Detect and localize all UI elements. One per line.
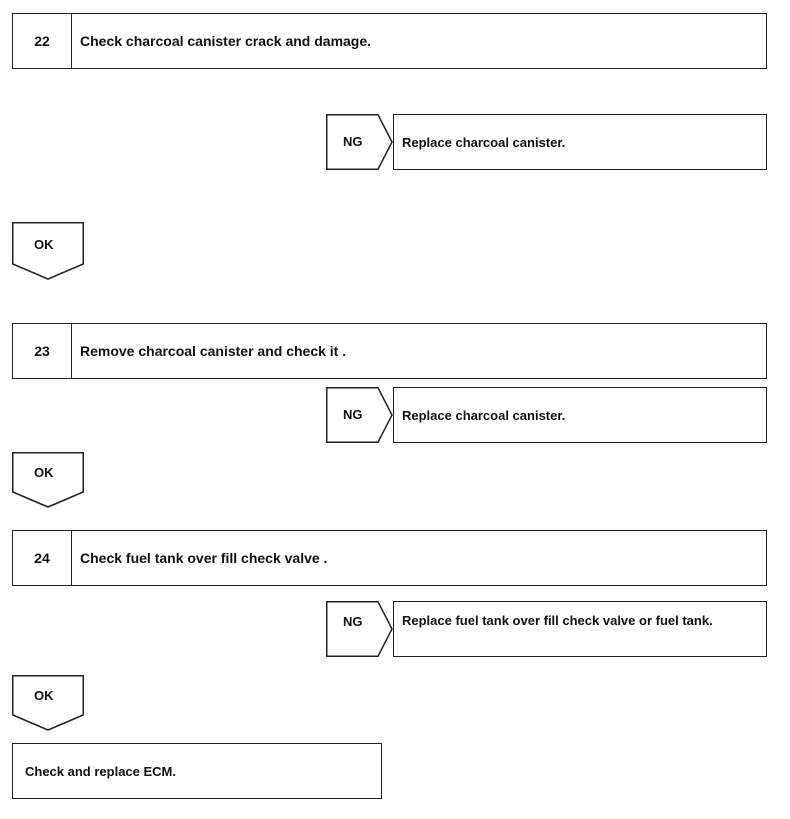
step-22-box bbox=[12, 13, 767, 69]
ng-arrow bbox=[326, 387, 394, 443]
ok-label: OK bbox=[34, 465, 54, 480]
step-24-box bbox=[12, 530, 767, 586]
ng-result-box: Replace charcoal canister. bbox=[393, 387, 767, 443]
step-text: Check fuel tank over fill check valve . bbox=[80, 550, 328, 566]
ng-label: NG bbox=[343, 407, 363, 422]
step-23-box bbox=[12, 323, 767, 379]
ok-label: OK bbox=[34, 237, 54, 252]
ok-label: OK bbox=[34, 688, 54, 703]
ng-result-box: Replace charcoal canister. bbox=[393, 114, 767, 170]
ok-arrow bbox=[12, 675, 84, 731]
ng-label: NG bbox=[343, 134, 363, 149]
ng-result-box: Replace fuel tank over fill check valve or fuel tank. bbox=[393, 601, 767, 657]
final-step-box: Check and replace ECM. bbox=[12, 743, 382, 799]
ng-arrow bbox=[326, 114, 394, 170]
ok-arrow bbox=[12, 452, 84, 508]
ok-arrow bbox=[12, 222, 84, 280]
step-text: Remove charcoal canister and check it . bbox=[80, 343, 347, 359]
step-number: 22 bbox=[13, 14, 72, 68]
ng-arrow bbox=[326, 601, 394, 657]
step-number: 23 bbox=[13, 324, 72, 378]
ng-label: NG bbox=[343, 614, 363, 629]
step-number: 24 bbox=[13, 531, 72, 585]
step-text: Check charcoal canister crack and damage. bbox=[80, 33, 372, 49]
